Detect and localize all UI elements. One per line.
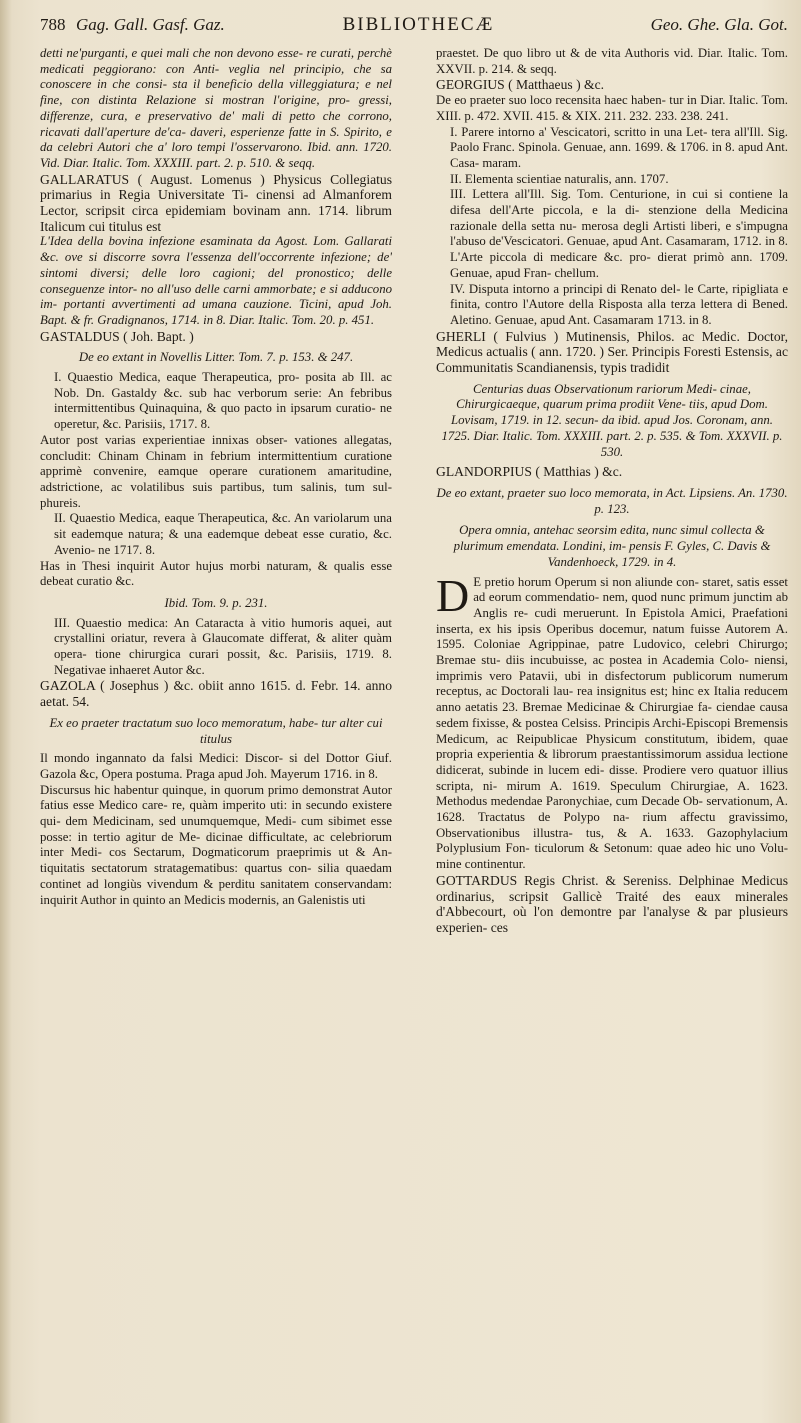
section-note: Opera omnia, antehac seorsim edita, nunc simul collecta & plurimum emendata. Londini, im- pensis F. Gyles, C. Davis & Vandenhoeck, 1729. in 4. — [453, 523, 771, 569]
running-header — [40, 14, 788, 48]
numbered-item: I. Quaestio Medica, eaque Therapeutica, pro- posita ab Ill. ac Nob. Dn. Gastaldy &c. sub hac verborum serie: An febribus intermittentibus Quinaquina, & quo pacto in ipsarum curatio- ne operetur, &c. Parisiis, 1717. 8. — [54, 370, 392, 432]
right-text-column — [436, 46, 788, 1411]
entry-heading: GOTTARDUS Regis Christ. & Sereniss. Delphinae Medicus ordinarius, scripsit Gallicè Traité des eaux minerales d'Abbecourt, où l'on demontre par l'analyse & par plusieurs experien- ces — [436, 872, 788, 935]
numbered-item: IV. Disputa intorno a principi di Renato del- le Carte, ripigliata e finita, contro l'Autore della Risposta alla terza lettera di Bened. Aletino. Genuae, apud Ant. Casamaram 1713. in 8. — [450, 281, 788, 327]
body-paragraph: Has in Thesi inquirit Autor hujus morbi naturam, & qualis esse debeat curatio &c. — [40, 558, 392, 589]
title-paragraph: L'Idea della bovina infezione esaminata da Agost. Lom. Gallarati &c. ove si discorre sovra l'essenza dell'occorrente infezione; de' sintomi diversi; delle loro cagioni; del pronostico; delle conseguenze intor- no all'uso delle carni ammorbate; e si adducono im- portanti avvertimenti ad umana cauzione. Ticini, apud Joh. Bapt. & fr. Gradignanos, 1714. in 8. Diar. Italic. Tom. 20. p. 451. — [40, 234, 392, 327]
left-text-column — [40, 46, 392, 1411]
section-note: Ex eo praeter tractatum suo loco memoratum, habe- tur alter cui titulus — [49, 715, 383, 746]
entry-heading: GLANDORPIUS ( Matthias ) &c. — [436, 464, 623, 480]
paragraph-with-drop-cap — [436, 569, 788, 873]
entry-heading: GASTALDUS ( Joh. Bapt. ) — [40, 328, 194, 344]
entry-heading: GAZOLA ( Josephus ) &c. obiit anno 1615. d. Febr. 14. anno aetat. 54. — [40, 678, 392, 710]
paragraph-text: E pretio horum Operum si non aliunde con- staret, satis esset ad eorum commendatio- nem, quod nunc primum junctim ab Anglis re- cudi meruerunt. In Epistola Amici, Praefationi inserta, ex his ipsis Operibus docemur, natum fuisse Autorem A. 1595. Coloniae Agrippinae, patre Ludovico, celebri Chirurgo; Bremae stu- diis incubuisse, ac postea in Academia Colo- niensi, imprimis vero Patavii, ubi in disfectorum publicorum numerum receptus, ac Doctorali lau- rea insignitus est; hinc ex Italia reducem anno aetatis 23. Bremae Medicinae & Chirurgiae fa- ciendae causa sedem fixisse, & postea Celsiss. Principis Archi-Episcopi Bremensis Medicum, ac Reipublicae Physicum constitutum, ibidem, quae propria experientia & librorum praestantissimorum assidua lectione didicerat, subinde in lucem edi- disse. Prodiere vero quatuor illius scripta, ni- mirum A. 1619. Speculum Chirurgiae, A. 1623. Methodus medendae Paronychiae, cum Decade Ob- servationum, A. 1628. Tractatus de Polypo na- rium affectu gravissimo, Observationibus illustra- tus, & A. 1633. Gazophylacium Polyplusium Fon- ticulorum & Setonum: quae adeo hic uno Volu- mine continentur. — [436, 574, 788, 872]
section-note: Centurias duas Observationum rariorum Medi- cinae, Chirurgicaeque, quarum prima prodiit Vene- tiis, apud Dom. Lovisam, 1719. in 12. secun- da ibid. apud Jos. Coronam, ann. 1725. Diar. Italic. Tom. XXXIII. part. 2. p. 535. & Tom. XXXVII. p. 530. — [441, 381, 783, 459]
numbered-item: II. Elementa scientiae naturalis, ann. 1707. — [450, 171, 669, 186]
running-head-right: Geo. Ghe. Gla. Got. — [650, 15, 788, 34]
running-head-left: Gag. Gall. Gasf. Gaz. — [76, 15, 225, 34]
section-note: De eo extant, praeter suo loco memorata, in Act. Lipsiens. An. 1730. p. 123. — [436, 485, 788, 516]
numbered-item: III. Quaestio medica: An Cataracta à vitio humoris aquei, aut crystallini oriatur, revera à Glaucomate differat, & aliter quàm opera- tione chirurgica curari possit, &c. Parisiis, 1719. 8. Negativae inhaeret Autor &c. — [54, 615, 392, 677]
drop-cap: D — [436, 569, 470, 621]
entry-heading: GALLARATUS ( August. Lomenus ) Physicus Collegiatus primarius in Regia Universitate Ti- cinensi ad Almanforem Lector, scripsit circa epidemiam bovinam ann. 1714. librum Italicum cui titulus est — [40, 171, 392, 234]
body-paragraph: Il mondo ingannato da falsi Medici: Discor- si del Dottor Giuf. Gazola &c, Opera postuma. Praga apud Joh. Mayerum 1716. in 8. — [40, 751, 392, 781]
section-note: Ibid. Tom. 9. p. 231. — [164, 595, 268, 610]
numbered-item: II. Quaestio Medica, eaque Therapeutica, &c. An variolarum una sit eademque natura; & una eademque debeat esse curatio, &c. Avenio- ne 1717. 8. — [54, 511, 392, 557]
body-paragraph: Discursus hic habentur quinque, in quorum primo demonstrat Autor fatius esse Medico care- re, quàm imperito uti: in secundo existere qui- dem Medicinam, sed unumquemque, Medi- cum sibimet esse posse: in tertio agitur de Me- dicinae difficultate, ac celebriorum inter Medi- cos Sectarum, Dogmaticorum praeprimis ut & An- tiquitatis sectatorum stratagematibus: quartus con- silia quaedam continet ad longiùs vivendum & perditu sanitatem conservandam: inquirit Author in quinto an Medicis modernis, an Galenistis uti — [40, 782, 392, 907]
running-head-center: BIBLIOTHECÆ — [342, 14, 495, 35]
page-number: 788 — [40, 15, 66, 34]
body-paragraph: praestet. De quo libro ut & de vita Authoris vid. Diar. Italic. Tom. XXVII. p. 214. & seqq. — [436, 46, 788, 76]
numbered-item: I. Parere intorno a' Vescicatori, scritto in una Let- tera all'Ill. Sig. Paolo Franc. Spinola. Genuae, ann. 1699. & 1706. in 8. apud Ant. Casa- maram. — [450, 124, 788, 170]
numbered-item: III. Lettera all'Ill. Sig. Tom. Centurione, in cui si contiene la difesa dell'Arte piccola, e la di- stenzione della Medicina razionale della setta nu- merosa degli Artisti liberi, e s'impugna l'abuso de'Vescicatori. Genuae, apud Ant. Casamaram, 1712. in 8. L'Arte piccola di medicare &c. pro- dierat primò ann. 1709. Genuae, apud Fran- chellum. — [450, 187, 788, 280]
title-paragraph: detti ne'purganti, e quei mali che non devono esse- re curati, perchè medicati peggiorano: con Anti- veglia nel principio, che sa conoscere in che consi- sta il beneficio della villeggiatura; e nel fine, con distinta Relazione si mostran l'origine, pro- gressi, differenze, cura, e preservativo de' mali di petto che corrono, ricavati dall'aperture de'ca- daveri, esperienze fatte in S. Spirito, e da celebri Autori che a' loro tempi l'osservarono. Ibid. ann. 1720. Vid. Diar. Italic. Tom. XXXIII. part. 2. p. 510. & seqq. — [40, 46, 392, 170]
body-paragraph: Autor post varias experientiae innixas obser- vationes allegatas, concludit: Chinam Chinam in febrium intermittentium curatione apprimè convenire, eamque operare curationem amaritudine, adstrictione, ac volatilibus suis partibus, tum salinis, tum sul- phureis. — [40, 432, 392, 510]
entry-heading: GEORGIUS ( Matthaeus ) &c. — [436, 77, 605, 93]
section-note: De eo extant in Novellis Litter. Tom. 7. p. 153. & 247. — [78, 350, 354, 365]
body-paragraph: De eo praeter suo loco recensita haec haben- tur in Diar. Italic. Tom. XIII. p. 472. XVII. 415. & XIX. 211. 232. 233. 238. 241. — [436, 93, 788, 123]
entry-heading: GHERLI ( Fulvius ) Mutinensis, Philos. ac Medic. Doctor, Medicus actualis ( ann. 1720. ) Ser. Principis Foresti Estensis, ac Communitatis Scandianensis, typis tradidit — [436, 328, 788, 376]
